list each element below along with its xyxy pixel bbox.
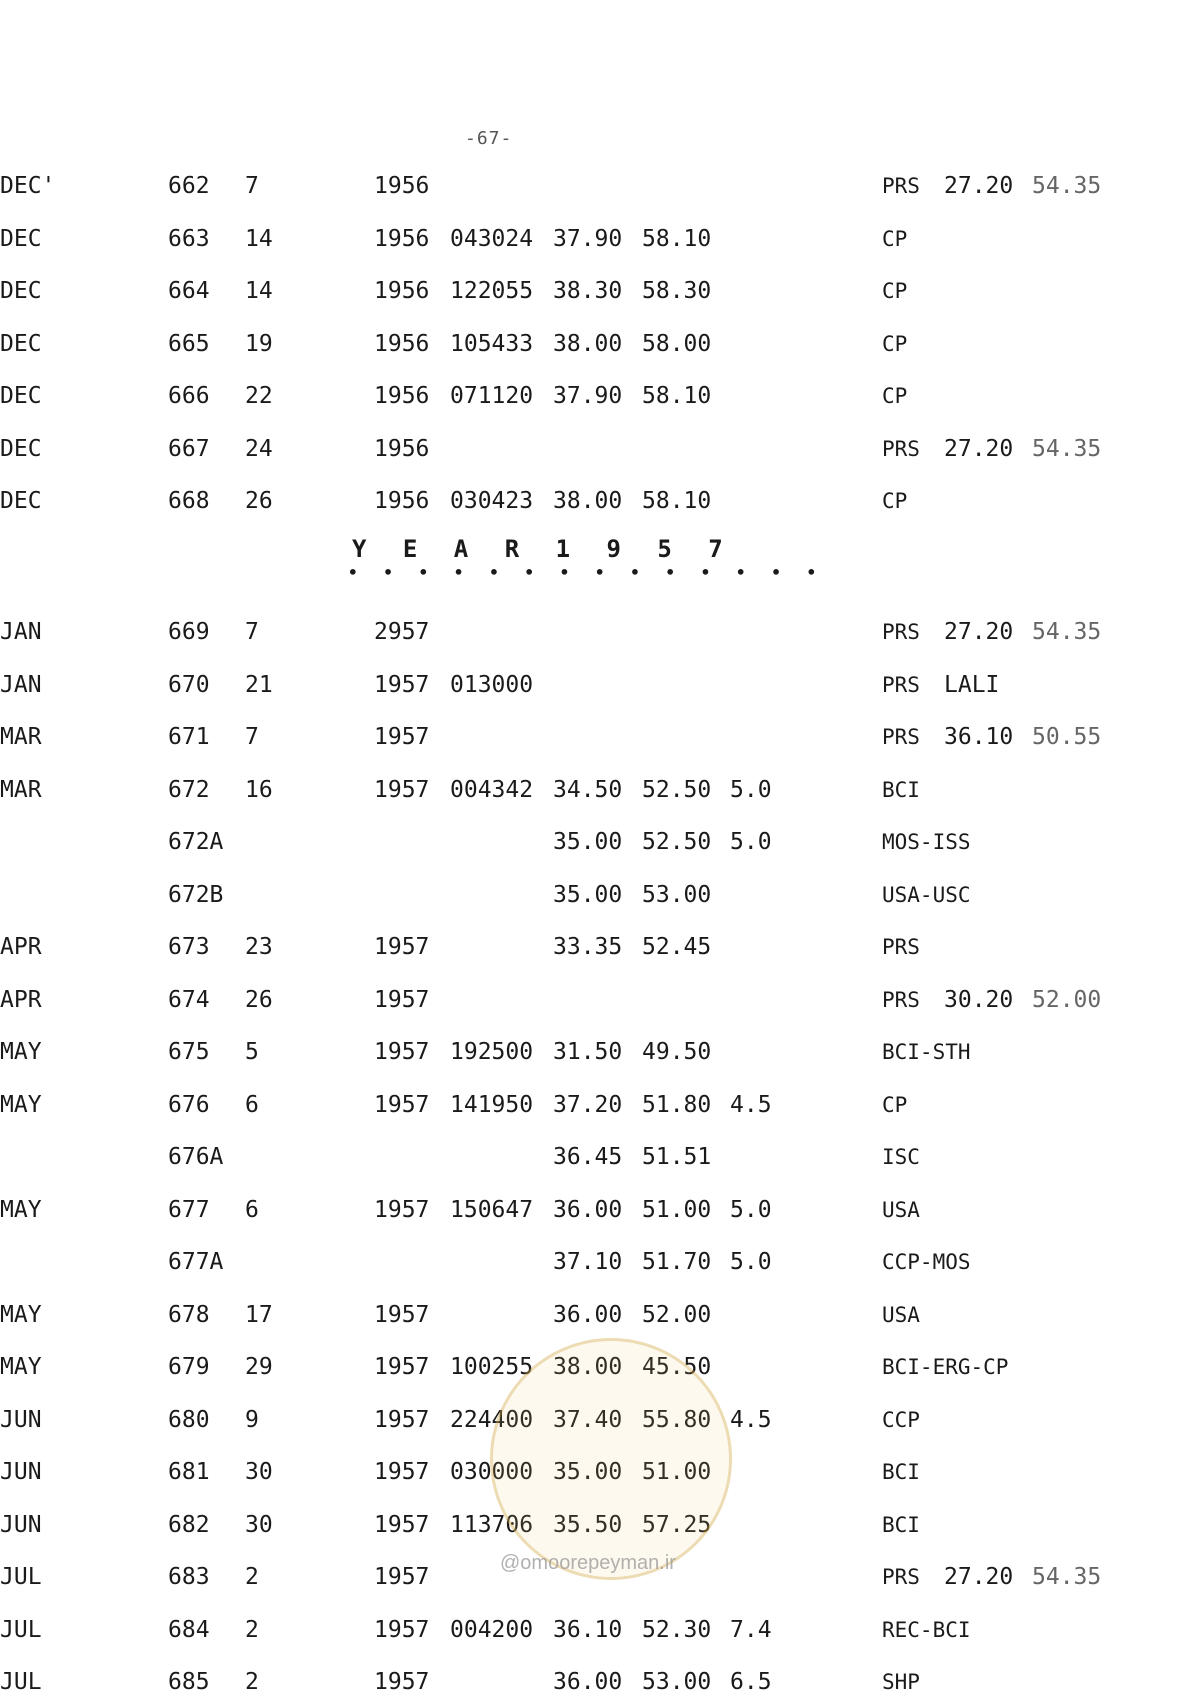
cell-mag: 5.0 [730,776,772,803]
cell-day: 26 [245,986,273,1013]
table-row [0,429,1190,469]
cell-lat: 38.00 [553,1354,623,1380]
cell-year: 1956 [374,488,430,514]
cell-src: BCI [882,1512,920,1537]
cell-lat: 34.50 [553,776,623,803]
cell-year: 1957 [374,1511,430,1538]
cell-src: CCP-MOS [882,1250,971,1274]
cell-month: JAN [0,671,42,698]
cell-month: JUL [0,1616,42,1643]
cell-lon: 51.70 [642,1249,712,1275]
cell-year: 1957 [374,1091,430,1118]
table-row [0,1032,1190,1072]
cell-time: 100255 [450,1354,534,1380]
cell-year: 1957 [374,1669,430,1695]
cell-src: BCI-ERG-CP [882,1355,1009,1379]
cell-lat: 31.50 [553,1039,623,1065]
cell-time: 004342 [450,776,534,803]
cell-month: JUN [0,1406,42,1433]
cell-lat: 37.20 [553,1091,623,1118]
cell-no: 684 [168,1616,210,1643]
cell-lat: 37.10 [553,1249,623,1275]
cell-lat: 38.30 [553,278,623,304]
table-row [0,1137,1190,1177]
cell-no: 669 [168,619,210,645]
table-row [0,1295,1190,1335]
cell-time: 105433 [450,330,534,357]
cell-year: 1957 [374,1354,430,1380]
cell-time: 141950 [450,1091,534,1118]
cell-day: 2 [245,1669,259,1695]
cell-day: 29 [245,1354,273,1380]
cell-year: 1957 [374,1616,430,1643]
cell-year: 1957 [374,986,430,1013]
cell-time: 004200 [450,1616,534,1643]
cell-x: 36.10 [944,724,1014,750]
table-row [0,271,1190,311]
cell-src: PRS [882,174,920,198]
table-row [0,376,1190,416]
cell-month: DEC [0,330,42,357]
cell-no: 683 [168,1564,210,1590]
cell-y: 54.35 [1032,435,1102,462]
cell-src: SHP [882,1670,920,1694]
cell-mag: 4.5 [730,1406,772,1433]
cell-day: 17 [245,1301,273,1328]
cell-src: BCI-STH [882,1040,971,1064]
table-row [0,1190,1190,1230]
cell-lat: 36.45 [553,1144,623,1170]
cell-lon: 58.00 [642,330,712,357]
cell-time: 122055 [450,278,534,304]
cell-day: 23 [245,934,273,960]
cell-mag: 5.0 [730,1249,772,1275]
cell-src: BCI [882,777,920,802]
cell-month: MAY [0,1196,42,1223]
cell-year: 1957 [374,1301,430,1328]
cell-lon: 58.30 [642,278,712,304]
cell-month: JUN [0,1459,42,1485]
cell-month: DEC [0,225,42,252]
cell-no: 674 [168,986,210,1013]
cell-no: 672A [168,829,224,855]
cell-no: 678 [168,1301,210,1328]
cell-month: APR [0,934,42,960]
cell-no: 677A [168,1249,224,1275]
cell-y: 54.35 [1032,173,1102,199]
table-row [0,219,1190,259]
cell-day: 16 [245,776,273,803]
cell-src: USA [882,1197,920,1222]
table-row [0,927,1190,967]
cell-month: DEC [0,278,42,304]
cell-day: 6 [245,1196,259,1223]
cell-time: 150647 [450,1196,534,1223]
cell-month: MAY [0,1354,42,1380]
cell-lon: 51.00 [642,1459,712,1485]
cell-lon: 52.45 [642,934,712,960]
cell-lat: 38.00 [553,488,623,514]
cell-year: 1957 [374,671,430,698]
cell-lon: 53.00 [642,881,712,908]
cell-month: DEC [0,435,42,462]
cell-src: CCP [882,1407,920,1432]
cell-src: PRS [882,436,920,461]
cell-no: 668 [168,488,210,514]
table-row [0,717,1190,757]
cell-year: 1956 [374,383,430,409]
cell-src: ISC [882,1145,920,1169]
cell-month: JAN [0,619,42,645]
year-heading: Y E A R 1 9 5 7 [352,535,734,563]
cell-lat: 37.90 [553,383,623,409]
cell-src: PRS [882,620,920,644]
cell-y: 50.55 [1032,724,1102,750]
cell-day: 6 [245,1091,259,1118]
cell-day: 26 [245,488,273,514]
cell-time: 013000 [450,671,534,698]
cell-src: REC-BCI [882,1617,971,1642]
cell-time: 030423 [450,488,534,514]
cell-month: MAR [0,724,42,750]
cell-mag: 7.4 [730,1616,772,1643]
cell-time: 113706 [450,1511,534,1538]
cell-y: 54.35 [1032,1564,1102,1590]
cell-x: 30.20 [944,986,1014,1013]
watermark-seal [490,1338,732,1580]
cell-lat: 37.40 [553,1406,623,1433]
table-row [0,1662,1190,1702]
cell-year: 2957 [374,619,430,645]
cell-lon: 55.80 [642,1406,712,1433]
cell-year: 1957 [374,724,430,750]
cell-lon: 51.51 [642,1144,712,1170]
cell-day: 30 [245,1459,273,1485]
cell-x: 27.20 [944,173,1014,199]
cell-mag: 5.0 [730,829,772,855]
cell-lon: 49.50 [642,1039,712,1065]
cell-no: 667 [168,435,210,462]
cell-year: 1956 [374,225,430,252]
cell-year: 1957 [374,1564,430,1590]
cell-lon: 57.25 [642,1511,712,1538]
cell-day: 30 [245,1511,273,1538]
cell-lat: 36.00 [553,1196,623,1223]
cell-src: CP [882,1092,908,1117]
cell-month: DEC [0,383,42,409]
cell-year: 1957 [374,776,430,803]
table-row [0,1242,1190,1282]
cell-day: 5 [245,1039,259,1065]
cell-year: 1957 [374,1039,430,1065]
cell-day: 14 [245,225,273,252]
cell-no: 663 [168,225,210,252]
cell-year: 1957 [374,1196,430,1223]
table-row [0,481,1190,521]
cell-day: 22 [245,383,273,409]
cell-no: 665 [168,330,210,357]
cell-lat: 33.35 [553,934,623,960]
table-row [0,324,1190,364]
cell-time: 071120 [450,383,534,409]
table-row [0,1610,1190,1650]
cell-lon: 52.00 [642,1301,712,1328]
cell-month: MAR [0,776,42,803]
cell-src: USA [882,1302,920,1327]
cell-no: 671 [168,724,210,750]
cell-src: PRS [882,725,920,749]
cell-month: JUL [0,1564,42,1590]
cell-month: MAY [0,1039,42,1065]
cell-no: 679 [168,1354,210,1380]
cell-month: MAY [0,1091,42,1118]
cell-lon: 58.10 [642,488,712,514]
cell-lon: 58.10 [642,383,712,409]
cell-year: 1956 [374,330,430,357]
cell-lon: 58.10 [642,225,712,252]
cell-no: 662 [168,173,210,199]
cell-time: 224400 [450,1406,534,1433]
cell-src: MOS-ISS [882,830,971,854]
cell-month: DEC' [0,173,56,199]
cell-month: JUL [0,1669,42,1695]
cell-lat: 36.00 [553,1669,623,1695]
cell-lat: 35.00 [553,881,623,908]
cell-lat: 36.10 [553,1616,623,1643]
cell-lon: 52.50 [642,829,712,855]
cell-mag: 5.0 [730,1196,772,1223]
cell-lon: 45.50 [642,1354,712,1380]
cell-no: 685 [168,1669,210,1695]
cell-no: 672 [168,776,210,803]
cell-lon: 52.50 [642,776,712,803]
page-number: -67- [465,128,513,149]
cell-no: 664 [168,278,210,304]
cell-lat: 35.50 [553,1511,623,1538]
cell-month: APR [0,986,42,1013]
cell-y: 52.00 [1032,986,1102,1013]
cell-year: 1956 [374,278,430,304]
cell-month: JUN [0,1511,42,1538]
cell-x: LALI [944,671,1000,698]
cell-lat: 37.90 [553,225,623,252]
cell-year: 1957 [374,1406,430,1433]
table-row [0,822,1190,862]
cell-src: CP [882,384,908,408]
cell-src: PRS [882,935,920,959]
cell-day: 2 [245,1564,259,1590]
cell-no: 673 [168,934,210,960]
cell-lat: 35.00 [553,829,623,855]
cell-day: 7 [245,619,259,645]
cell-day: 7 [245,724,259,750]
cell-y: 54.35 [1032,619,1102,645]
cell-x: 27.20 [944,435,1014,462]
table-row [0,875,1190,915]
cell-no: 676A [168,1144,224,1170]
cell-no: 675 [168,1039,210,1065]
cell-day: 21 [245,671,273,698]
cell-no: 676 [168,1091,210,1118]
cell-x: 27.20 [944,1564,1014,1590]
cell-day: 19 [245,330,273,357]
cell-src: PRS [882,987,920,1012]
cell-x: 27.20 [944,619,1014,645]
cell-no: 681 [168,1459,210,1485]
cell-lon: 51.00 [642,1196,712,1223]
cell-no: 677 [168,1196,210,1223]
watermark-text: @omoorepeyman.ir [500,1552,676,1574]
cell-no: 682 [168,1511,210,1538]
table-row [0,770,1190,810]
cell-src: CP [882,226,908,251]
cell-day: 9 [245,1406,259,1433]
cell-src: USA-USC [882,882,971,907]
cell-lat: 36.00 [553,1301,623,1328]
cell-time: 192500 [450,1039,534,1065]
year-heading-underline: • • • • • • • • • • • • • • [348,563,825,582]
cell-month: DEC [0,488,42,514]
cell-year: 1957 [374,1459,430,1485]
table-row [0,980,1190,1020]
cell-no: 680 [168,1406,210,1433]
cell-src: CP [882,279,908,303]
table-row [0,166,1190,206]
cell-src: BCI [882,1460,920,1484]
cell-no: 670 [168,671,210,698]
cell-year: 1957 [374,934,430,960]
cell-month: MAY [0,1301,42,1328]
cell-mag: 6.5 [730,1669,772,1695]
cell-lon: 53.00 [642,1669,712,1695]
cell-day: 2 [245,1616,259,1643]
table-row [0,665,1190,705]
cell-src: PRS [882,672,920,697]
cell-time: 030000 [450,1459,534,1485]
cell-lon: 51.80 [642,1091,712,1118]
cell-day: 7 [245,173,259,199]
cell-no: 666 [168,383,210,409]
cell-src: CP [882,489,908,513]
cell-lat: 38.00 [553,330,623,357]
cell-lat: 35.00 [553,1459,623,1485]
cell-time: 043024 [450,225,534,252]
cell-src: PRS [882,1565,920,1589]
table-row [0,612,1190,652]
cell-lon: 52.30 [642,1616,712,1643]
cell-year: 1956 [374,435,430,462]
cell-day: 24 [245,435,273,462]
cell-no: 672B [168,881,224,908]
cell-mag: 4.5 [730,1091,772,1118]
cell-src: CP [882,331,908,356]
cell-year: 1956 [374,173,430,199]
cell-day: 14 [245,278,273,304]
table-row [0,1085,1190,1125]
